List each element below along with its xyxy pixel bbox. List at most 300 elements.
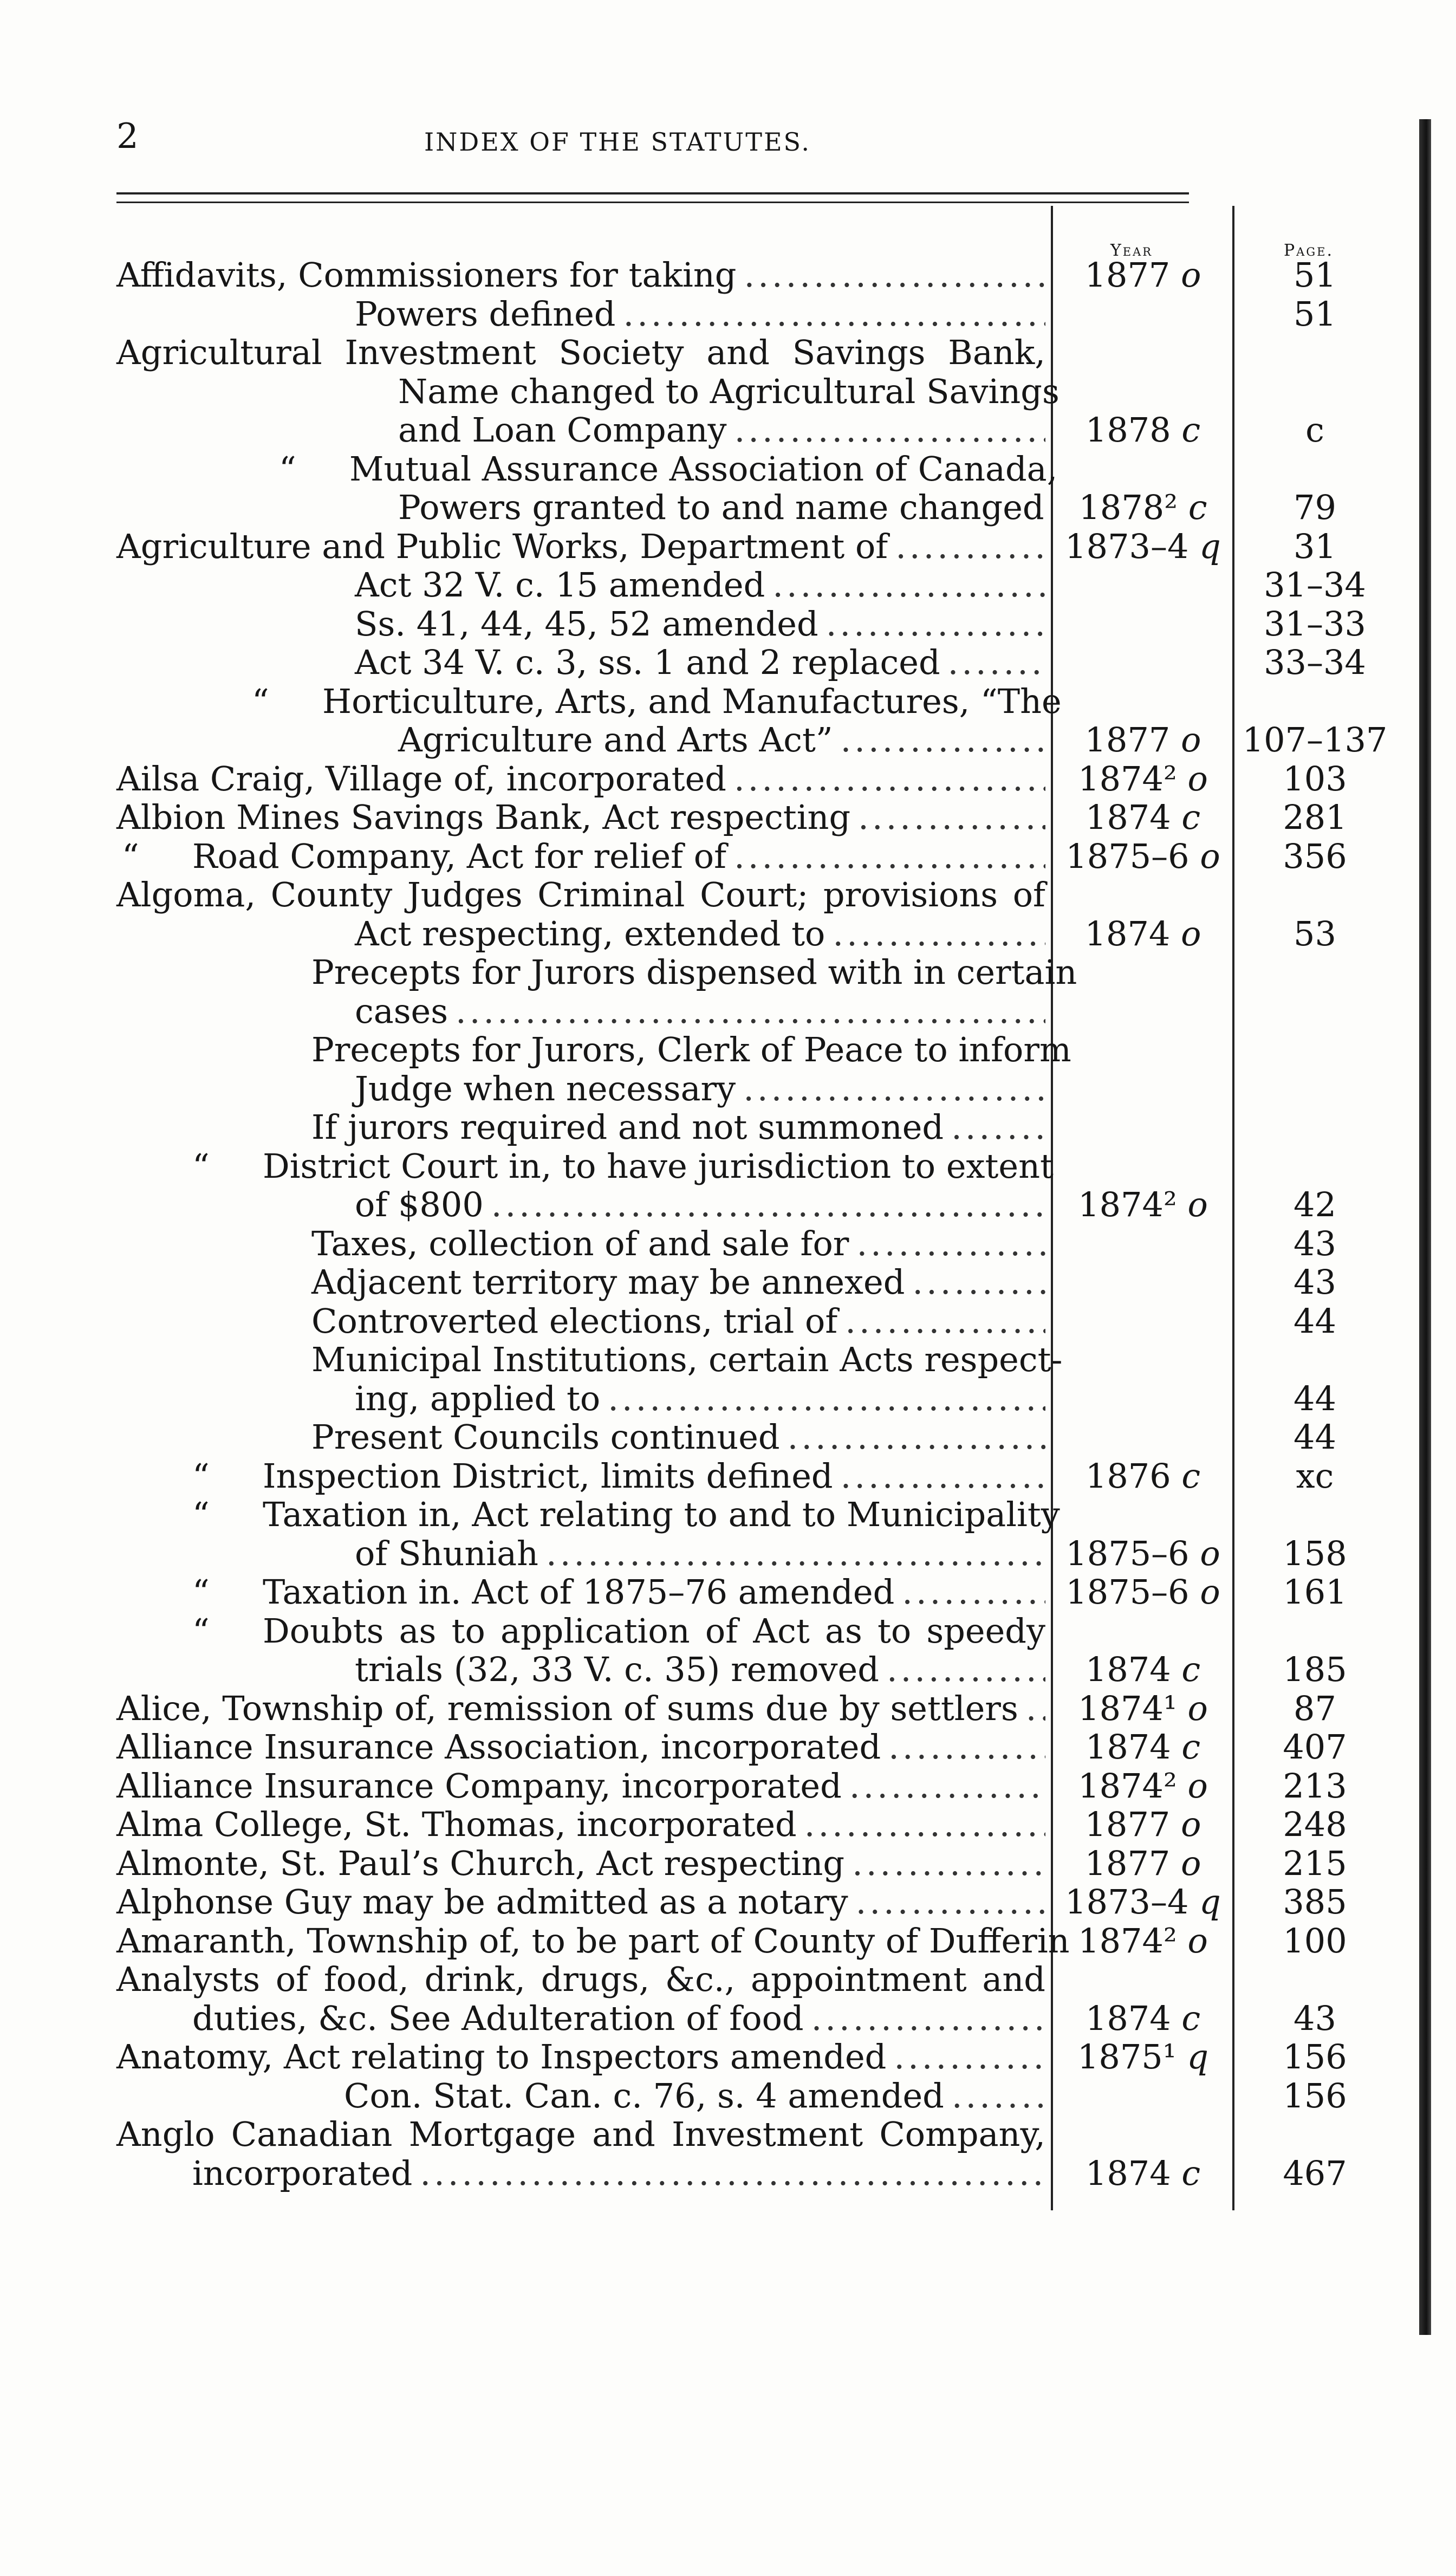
entry-text <box>116 1805 1045 1844</box>
entry-label: duties, &c. See Adulteration of food <box>192 1998 804 2038</box>
index-entry <box>116 1728 1433 1767</box>
index-entry <box>116 1883 1433 1922</box>
entry-text <box>355 914 1045 953</box>
entry-label: Algoma, County Judges Criminal Court; provisions of <box>116 875 1045 914</box>
entry-year <box>1054 527 1232 566</box>
entry-text <box>355 1069 1045 1108</box>
index-entry <box>116 914 1433 953</box>
entry-label: Horticulture, Arts, and Manufactures, “The <box>322 681 1062 721</box>
index-entry <box>116 1224 1433 1263</box>
entry-text <box>355 566 1045 605</box>
dot-leader <box>895 527 1045 566</box>
entry-year <box>1054 1922 1232 1961</box>
entry-label: Precepts for Jurors dispensed with in certain <box>311 952 1077 992</box>
dot-leader <box>952 2077 1045 2116</box>
series-letter: c <box>1181 1456 1201 1496</box>
entry-year <box>1054 721 1232 760</box>
page-header <box>116 116 1119 160</box>
entry-page: 185 <box>1283 1650 1347 1689</box>
index-entry <box>116 1263 1433 1302</box>
entry-year <box>1054 488 1232 527</box>
entry-page: 107–137 <box>1242 720 1388 760</box>
dot-leader <box>772 566 1045 605</box>
entry-label: Act 34 V. c. 3, ss. 1 and 2 replaced <box>355 643 940 682</box>
entry-text <box>398 488 1045 527</box>
entry-label: Inspection District, limits defined <box>263 1456 833 1496</box>
dot-leader <box>951 1108 1045 1147</box>
entry-page: 31–33 <box>1264 604 1366 644</box>
entry-label: Mutual Assurance Association of Canada, <box>349 449 1058 489</box>
entry-label: Agriculture and Public Works, Department of <box>116 526 888 566</box>
dot-leader <box>546 1534 1045 1573</box>
entry-text <box>263 1612 1045 1651</box>
index-entry <box>116 1340 1433 1379</box>
index-entry <box>116 333 1433 372</box>
entry-label: Taxation in, Act relating to and to Municipality <box>263 1495 1060 1534</box>
entry-label: Ss. 41, 44, 45, 52 amended <box>355 604 818 644</box>
entry-text <box>311 1263 1045 1302</box>
entry-page: 43 <box>1294 1262 1336 1302</box>
year-value: 1874 <box>1084 913 1171 953</box>
entry-label: Agricultural Investment Society and Savings Bank, <box>116 333 1045 372</box>
dot-leader <box>734 760 1045 799</box>
ditto-mark: “ <box>279 449 296 489</box>
index-entry <box>116 1960 1433 1999</box>
entry-label: incorporated <box>192 2153 413 2193</box>
entry-year <box>1054 1185 1232 1224</box>
index-entry <box>116 1573 1433 1612</box>
entry-text <box>398 721 1045 760</box>
entry-label: Act respecting, extended to <box>355 913 826 953</box>
entry-text <box>116 1844 1045 1883</box>
dot-leader <box>743 1069 1045 1108</box>
index-entry <box>116 605 1433 644</box>
entry-year <box>1054 798 1232 837</box>
entry-label: and Loan Company <box>398 410 727 450</box>
year-value: 1876 <box>1085 1456 1171 1496</box>
index-entry <box>116 1457 1433 1496</box>
year-value: 1874¹ <box>1078 1688 1177 1728</box>
dot-leader <box>811 1999 1045 2038</box>
series-letter: c <box>1181 797 1201 837</box>
dot-leader <box>841 721 1045 760</box>
entry-page: xc <box>1296 1456 1334 1496</box>
page-column-header: Page. <box>1284 241 1334 260</box>
year-value: 1875–6 <box>1065 1572 1190 1612</box>
index-entry <box>116 1379 1433 1418</box>
series-letter: c <box>1188 488 1207 527</box>
series-letter: c <box>1181 2153 1201 2193</box>
dot-leader <box>948 643 1045 682</box>
entry-page: 51 <box>1294 294 1336 334</box>
entry-year <box>1054 914 1232 953</box>
entry-label: trials (32, 33 V. c. 35) removed <box>355 1650 879 1689</box>
entry-label: of $800 <box>355 1185 484 1224</box>
entry-label: Present Councils continued <box>311 1417 780 1457</box>
entry-year <box>1054 1805 1232 1844</box>
entry-page: 44 <box>1294 1378 1336 1418</box>
year-value: 1877 <box>1084 1843 1171 1883</box>
header-rule-thin <box>116 202 1189 203</box>
dot-leader <box>491 1185 1045 1224</box>
index-entry <box>116 256 1433 295</box>
series-letter: o <box>1187 1688 1208 1728</box>
entry-label: of Shuniah <box>355 1533 538 1573</box>
entry-label: Alice, Township of, remission of sums due by settlers <box>116 1688 1018 1728</box>
dot-leader <box>804 1805 1045 1844</box>
entry-page: 158 <box>1283 1533 1347 1573</box>
entry-label: Municipal Institutions, certain Acts respect- <box>311 1340 1063 1379</box>
entry-text <box>116 333 1045 372</box>
index-entry <box>116 450 1433 489</box>
year-value: 1877 <box>1084 1805 1171 1844</box>
entry-label: Ailsa Craig, Village of, incorporated <box>116 758 726 799</box>
entry-year <box>1054 1883 1232 1922</box>
entry-page: 213 <box>1283 1766 1347 1806</box>
header-rule <box>116 192 1189 194</box>
entry-page: 43 <box>1294 1223 1336 1263</box>
entry-label: Taxes, collection of and sale for <box>311 1223 849 1263</box>
entry-label: Agriculture and Arts Act” <box>398 720 833 760</box>
dot-leader <box>912 1263 1045 1302</box>
index-entry <box>116 1767 1433 1806</box>
entry-label: Alliance Insurance Association, incorporated <box>116 1727 881 1767</box>
series-letter: c <box>1181 1998 1201 2038</box>
series-letter: o <box>1181 1843 1201 1883</box>
entry-label: Anglo Canadian Mortgage and Investment Company, <box>116 2114 1045 2154</box>
index-entry <box>116 1534 1433 1573</box>
entry-text <box>355 295 1045 334</box>
entry-label: Doubts as to application of Act as to speedy <box>263 1611 1045 1651</box>
entry-page: 79 <box>1294 488 1336 527</box>
index-entry <box>116 1689 1433 1728</box>
series-letter: o <box>1181 720 1201 760</box>
entry-text <box>116 798 1045 837</box>
year-value: 1874 <box>1085 1650 1171 1689</box>
index-entry <box>116 992 1433 1031</box>
entry-year <box>1054 1844 1232 1883</box>
year-value: 1874² <box>1078 1920 1177 1961</box>
series-letter: o <box>1200 836 1220 876</box>
entry-text <box>116 256 1045 295</box>
series-letter: c <box>1181 410 1201 450</box>
index-entry <box>116 1030 1433 1069</box>
entry-label: If jurors required and not summoned <box>311 1107 944 1147</box>
series-letter: o <box>1181 1805 1201 1844</box>
entry-text <box>355 605 1045 644</box>
dot-leader <box>852 1844 1045 1883</box>
index-entry <box>116 875 1433 914</box>
entry-text <box>116 2115 1045 2154</box>
dot-leader <box>856 1224 1045 1263</box>
entry-label: Controverted elections, trial of <box>311 1301 838 1341</box>
index-entry <box>116 1922 1433 1961</box>
entry-page: 51 <box>1294 255 1336 295</box>
entry-label: Alliance Insurance Company, incorporated <box>116 1766 842 1806</box>
entry-text <box>355 1379 1045 1418</box>
entry-label: cases <box>355 991 448 1031</box>
year-value: 1875–6 <box>1065 836 1190 876</box>
dot-leader <box>734 837 1045 876</box>
index-entry <box>116 1108 1433 1147</box>
dot-leader <box>744 256 1046 295</box>
entry-page: 156 <box>1283 2037 1347 2077</box>
ditto-mark: “ <box>192 1495 210 1534</box>
entry-text <box>116 875 1045 914</box>
entry-text <box>311 1340 1063 1379</box>
dot-leader <box>858 798 1045 837</box>
series-letter: q <box>1199 526 1221 566</box>
entry-text <box>116 2038 1045 2077</box>
entry-label: Name changed to Agricultural Savings <box>398 371 1060 411</box>
entry-page: 215 <box>1283 1843 1347 1883</box>
entry-text <box>116 1689 1045 1728</box>
entry-text <box>192 2154 1045 2193</box>
entry-text <box>355 1650 1045 1689</box>
entry-year <box>1054 1767 1232 1806</box>
entry-text <box>355 1534 1045 1573</box>
year-value: 1874² <box>1078 758 1177 799</box>
entry-year <box>1054 1999 1232 2038</box>
entry-page: 248 <box>1283 1805 1347 1844</box>
entry-year <box>1054 760 1232 799</box>
entry-page: 100 <box>1283 1920 1347 1961</box>
index-entry <box>116 1185 1433 1224</box>
dot-leader <box>833 914 1045 953</box>
ditto-mark: “ <box>192 1572 210 1612</box>
index-entry <box>116 1069 1433 1108</box>
entry-label: Amaranth, Township of, to be part of County of Dufferin <box>116 1920 1070 1961</box>
entry-label: Con. Stat. Can. c. 76, s. 4 amended <box>344 2075 944 2116</box>
year-value: 1877 <box>1084 720 1171 760</box>
year-value: 1875¹ <box>1077 2037 1176 2077</box>
series-letter: o <box>1187 758 1208 799</box>
entry-page: 53 <box>1294 913 1336 953</box>
series-letter: c <box>1181 1727 1201 1767</box>
series-letter: c <box>1181 1650 1201 1689</box>
ditto-mark: “ <box>192 1146 210 1186</box>
entry-text <box>311 952 1077 992</box>
index-entry <box>116 1612 1433 1651</box>
entry-page: 103 <box>1283 758 1347 799</box>
index-entry <box>116 953 1433 992</box>
index-entry <box>116 1418 1433 1457</box>
entry-year <box>1054 2038 1232 2077</box>
series-letter: o <box>1187 1766 1208 1806</box>
entry-text <box>263 1495 1060 1534</box>
entry-text <box>116 1728 1045 1767</box>
year-value: 1878 <box>1085 410 1171 450</box>
entry-label: Act 32 V. c. 15 amended <box>355 565 765 605</box>
entry-page: 31–34 <box>1264 565 1366 605</box>
entry-label: Albion Mines Savings Bank, Act respecting <box>116 797 851 837</box>
dot-leader <box>856 1883 1045 1922</box>
entry-label: Alma College, St. Thomas, incorporated <box>116 1805 797 1844</box>
entry-page: c <box>1305 410 1324 450</box>
dot-leader <box>623 295 1046 334</box>
entry-label: Adjacent territory may be annexed <box>311 1262 905 1302</box>
entry-label: ing, applied to <box>355 1378 601 1418</box>
index-entry <box>116 1650 1433 1689</box>
entry-year <box>1054 1534 1232 1573</box>
index-entry <box>116 2154 1433 2193</box>
series-letter: o <box>1200 1572 1220 1612</box>
dot-leader <box>888 1728 1045 1767</box>
index-entry <box>116 1495 1433 1534</box>
dot-leader <box>894 2038 1045 2077</box>
index-entry <box>116 2077 1433 2116</box>
index-entry <box>116 837 1433 876</box>
entry-text <box>116 1960 1045 1999</box>
entry-year <box>1054 411 1232 450</box>
page-number: 2 <box>116 116 139 157</box>
entry-label: Precepts for Jurors, Clerk of Peace to inform <box>311 1030 1071 1069</box>
year-value: 1878² <box>1078 488 1178 527</box>
entry-text <box>311 1224 1045 1263</box>
entry-year <box>1054 1728 1232 1767</box>
entry-page: 467 <box>1283 2153 1347 2193</box>
entry-text <box>311 1030 1071 1069</box>
entry-year <box>1054 256 1232 295</box>
ditto-mark: “ <box>192 1611 210 1651</box>
dot-leader <box>608 1379 1045 1418</box>
series-letter: o <box>1187 1920 1208 1961</box>
index-entry <box>116 721 1433 760</box>
entry-page: 356 <box>1283 836 1347 876</box>
index-entry <box>116 1805 1433 1844</box>
entry-year <box>1054 2154 1232 2193</box>
dot-leader <box>420 2154 1045 2193</box>
entry-page: 33–34 <box>1264 643 1366 682</box>
entry-year <box>1054 837 1232 876</box>
index-entry <box>116 295 1433 334</box>
entry-label: Alphonse Guy may be admitted as a notary <box>116 1882 848 1922</box>
entry-label: Almonte, St. Paul’s Church, Act respecting <box>116 1843 845 1883</box>
year-value: 1874 <box>1085 1998 1171 2038</box>
index-entry <box>116 1302 1433 1341</box>
entry-label: Judge when necessary <box>355 1068 736 1108</box>
entry-label: District Court in, to have jurisdiction to extent <box>263 1146 1054 1186</box>
entry-text <box>322 681 1062 721</box>
entry-text <box>116 1767 1045 1806</box>
series-letter: o <box>1187 1185 1208 1224</box>
year-value: 1874² <box>1078 1766 1177 1806</box>
entry-page: 87 <box>1294 1688 1336 1728</box>
entry-text <box>311 1108 1045 1147</box>
entry-label: Affidavits, Commissioners for taking <box>116 255 737 295</box>
series-letter: o <box>1181 913 1201 953</box>
running-title: INDEX OF THE STATUTES. <box>424 127 811 157</box>
index-entry <box>116 2038 1433 2077</box>
dot-leader <box>841 1457 1045 1496</box>
entry-page: 42 <box>1294 1185 1336 1224</box>
ditto-mark: “ <box>122 836 139 876</box>
year-value: 1874 <box>1085 1727 1171 1767</box>
index-entry <box>116 643 1433 682</box>
entry-page: 385 <box>1283 1882 1347 1922</box>
dot-leader <box>902 1573 1045 1612</box>
index-entry <box>116 1147 1433 1186</box>
entry-label: Anatomy, Act relating to Inspectors amended <box>116 2037 887 2077</box>
entry-page: 43 <box>1294 1998 1336 2038</box>
entry-page: 44 <box>1294 1417 1336 1457</box>
entry-page: 281 <box>1283 797 1347 837</box>
entry-text <box>263 1457 1045 1496</box>
index-entry <box>116 488 1433 527</box>
year-value: 1877 <box>1084 255 1171 295</box>
dot-leader <box>734 411 1045 450</box>
index-entry <box>116 2115 1433 2154</box>
entry-text <box>311 1302 1045 1341</box>
index-entry <box>116 760 1433 799</box>
dot-leader <box>456 992 1045 1031</box>
dot-leader <box>1026 1689 1045 1728</box>
year-value: 1873–4 <box>1065 526 1189 566</box>
year-value: 1873–4 <box>1065 1882 1189 1922</box>
entry-year <box>1054 1650 1232 1689</box>
year-value: 1874² <box>1078 1185 1177 1224</box>
entry-label: Powers defined <box>355 294 616 334</box>
series-letter: o <box>1181 255 1201 295</box>
index-entries <box>116 256 1433 2192</box>
index-entry <box>116 1999 1433 2038</box>
series-letter: q <box>1187 2037 1209 2077</box>
series-letter: o <box>1200 1533 1220 1573</box>
entry-text <box>355 643 1045 682</box>
index-entry <box>116 682 1433 721</box>
entry-label: Road Company, Act for relief of <box>192 836 727 876</box>
ditto-mark: “ <box>252 681 269 721</box>
year-column-header: Year <box>1110 241 1153 260</box>
entry-year <box>1054 1689 1232 1728</box>
ditto-mark: “ <box>192 1456 210 1496</box>
year-value: 1874 <box>1085 2153 1171 2193</box>
entry-page: 31 <box>1294 526 1336 566</box>
series-letter: q <box>1199 1882 1221 1922</box>
entry-page: 44 <box>1294 1301 1336 1341</box>
index-entry <box>116 372 1433 411</box>
entry-text <box>311 1418 1045 1457</box>
entry-year <box>1054 1573 1232 1612</box>
entry-label: Taxation in. Act of 1875–76 amended <box>263 1572 895 1612</box>
entry-text <box>344 2077 1045 2116</box>
entry-text <box>192 1999 1045 2038</box>
dot-leader <box>845 1302 1045 1341</box>
entry-year <box>1054 1457 1232 1496</box>
entry-text <box>398 411 1045 450</box>
year-value: 1874 <box>1085 797 1171 837</box>
dot-leader <box>788 1418 1045 1457</box>
entry-text <box>116 1920 1070 1961</box>
entry-page: 156 <box>1283 2075 1347 2116</box>
entry-page: 407 <box>1283 1727 1347 1767</box>
entry-label: Powers granted to and name changed <box>398 488 1044 527</box>
index-entry <box>116 798 1433 837</box>
dot-leader <box>849 1767 1045 1806</box>
year-value: 1875–6 <box>1065 1533 1190 1573</box>
entry-text <box>263 1573 1045 1612</box>
entry-text <box>116 527 1045 566</box>
index-entry <box>116 411 1433 450</box>
entry-page: 161 <box>1283 1572 1347 1612</box>
entry-text <box>116 760 1045 799</box>
entry-text <box>116 1883 1045 1922</box>
entry-text <box>398 371 1060 411</box>
index-entry <box>116 527 1433 566</box>
dot-leader <box>887 1650 1045 1689</box>
entry-text <box>355 1185 1045 1224</box>
entry-text <box>355 992 1045 1031</box>
